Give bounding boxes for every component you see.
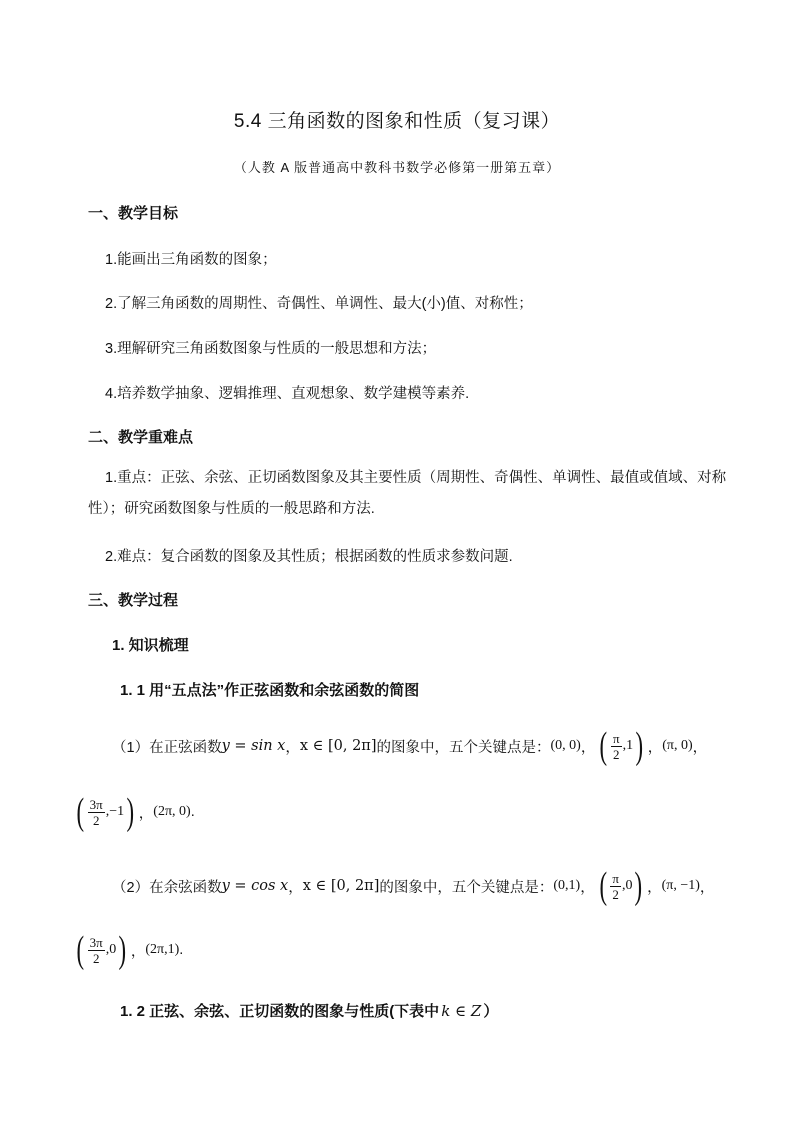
cosine-point-1: (0,1) — [553, 878, 581, 893]
key-point-paragraph: 1.重点：正弦、余弦、正切函数图象及其主要性质（周期性、奇偶性、单调性、最值或值域、对称性）；研究函数图象与性质的一般思路和方法. — [88, 470, 727, 517]
cosine-sep: ， — [288, 879, 303, 896]
comma: ， — [647, 879, 662, 896]
cosine-p4-rest: ,0 — [105, 942, 117, 957]
objective-item: 1.能画出三角函数的图象； — [105, 252, 277, 268]
cosine-p2-denominator: 2 — [612, 886, 619, 902]
sine-point-1: (0, 0) — [550, 738, 581, 753]
sine-lead: （1）在正弦函数 — [112, 739, 222, 756]
cosine-p2-numerator: π — [612, 870, 619, 886]
comma: ， — [647, 739, 663, 756]
comma: ， — [138, 805, 154, 822]
cosine-function: y = cos x — [221, 878, 289, 894]
sine-domain: x ∈ [0, 2π] — [299, 738, 377, 754]
sine-point-5: (2π, 0) — [153, 804, 191, 819]
sine-point-4: ( $\frac{3\pi}{2}$ ,−1 ) — [76, 791, 135, 833]
sine-p4-denominator: 2 — [92, 812, 100, 828]
subheading-graph-properties — [120, 1000, 498, 1021]
cosine-point-4: ( $\frac{3\pi}{2}$ ,0 ) — [76, 929, 127, 971]
objective-item: 4.培养数学抽象、逻辑推理、直观想象、数学建模等素养. — [105, 386, 470, 402]
cosine-point-2: ( $\frac{\pi}{2}$ ,0 ) — [599, 865, 643, 907]
difficulty-paragraph: 2.难点：复合函数的图象及其性质；根据函数的性质求参数问题. — [105, 549, 513, 565]
sine-function: y = sin x — [221, 738, 286, 754]
cosine-key-points-line-2 — [72, 930, 183, 970]
objective-item: 3.理解研究三角函数图象与性质的一般思想和方法； — [105, 341, 437, 357]
sine-p2-numerator: π — [612, 730, 620, 746]
sine-tail: 的图象中，五个关键点是： — [376, 739, 551, 756]
section-heading-key-points: 二、教学重难点 — [88, 429, 194, 446]
cosine-key-points-line — [112, 866, 714, 906]
cosine-tail: 的图象中，五个关键点是： — [379, 879, 554, 896]
cosine-p4-numerator: 3π — [89, 934, 103, 950]
comma: ， — [130, 943, 146, 960]
sine-p2-rest: ,1 — [622, 738, 634, 753]
cosine-point-3: (π, −1) — [661, 878, 700, 893]
subheading-graph-properties-tail: ） — [483, 1003, 499, 1020]
sine-key-points-line — [112, 726, 707, 766]
section-heading-process: 三、教学过程 — [88, 592, 179, 609]
sine-point-2: ( $\frac{\pi}{2}$ ,1 ) — [599, 725, 644, 767]
cosine-lead: （2）在余弦函数 — [112, 879, 222, 896]
comma: ， — [580, 879, 595, 896]
sine-p2-denominator: 2 — [613, 746, 620, 762]
subheading-five-point: 1. 1 用“五点法”作正弦函数和余弦函数的简图 — [120, 682, 420, 699]
subheading-graph-properties-lead: 1. 2 正弦、余弦、正切函数的图象与性质(下表中 — [120, 1003, 440, 1020]
cosine-point-5: (2π,1) — [145, 942, 180, 957]
sine-key-points-line-2 — [72, 792, 195, 832]
sine-point-3: (π, 0) — [662, 738, 693, 753]
subheading-k-in-z: k ∈ Z — [441, 1001, 482, 1020]
subheading-knowledge: 1. 知识梳理 — [112, 637, 189, 654]
page-title: 5.4 三角函数的图象和性质（复习课） — [233, 111, 561, 132]
section-heading-objectives: 一、教学目标 — [88, 205, 179, 222]
cosine-p4-denominator: 2 — [92, 950, 100, 966]
comma: ， — [692, 739, 708, 756]
period: . — [190, 804, 195, 820]
objective-item: 2.了解三角函数的周期性、奇偶性、单调性、最大(小)值、对称性； — [105, 296, 533, 312]
sine-p4-rest: ,−1 — [105, 804, 125, 819]
page-subtitle: （人教 A 版普通高中教科书数学必修第一册第五章） — [233, 160, 561, 175]
sine-sep: ， — [285, 739, 300, 756]
comma: ， — [580, 739, 596, 756]
period: . — [179, 942, 184, 958]
cosine-p2-rest: ,0 — [621, 878, 633, 893]
sine-p4-numerator: 3π — [89, 796, 103, 812]
cosine-domain: x ∈ [0, 2π] — [302, 878, 380, 894]
comma: ， — [699, 879, 715, 896]
